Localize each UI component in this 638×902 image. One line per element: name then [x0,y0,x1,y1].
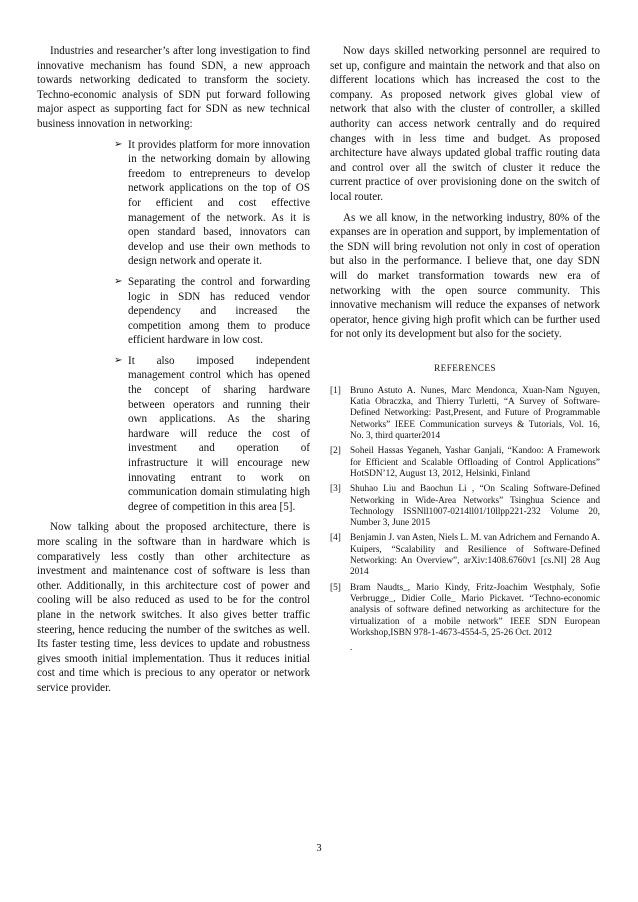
bullet-list [37,138,310,515]
reference-text: Bruno Astuto A. Nunes, Marc Mendonca, Xuan-Nam Nguyen, Katia Obraczka, and Thierry Turletti, “A Survey of Software-Defined Networking: Past,Present, and Future of Programmable Networks” IEEE Communication surveys & Tutorials, Vol. 16, No. 3, third quarter2014 [350,385,600,442]
reference-number: [2] [330,446,341,457]
reference-item [330,484,600,529]
reference-item [330,533,600,578]
industry-paragraph: As we all know, in the networking industry, 80% of the expanses are in operation and support, by implementation of the SDN will bring revolution not only in cost of operation but also in the performance. I believe that, one day SDN will do market transformation towards new era of networking with the open source community. This innovative mechanism will reduce the expanses of network operator, hence giving high profit which can be further used for not only its development but also for the society. [330,211,600,341]
reference-text: Soheil Hassas Yeganeh, Yashar Ganjali, “Kandoo: A Framework for Efficient and Scalable Offloading of Control Applications” HotSDN’12, August 13, 2012, Helsinki, Finland [350,446,600,479]
right-column [330,44,600,654]
left-column [37,44,310,702]
architecture-paragraph: Now talking about the proposed architecture, there is more scaling in the software than in hardware which is comparatively less costly than other architecture as investment and maintenance cost of software is less than other. Additionally, in this architecture cost of power and cooling will be also reduced as used to be for the control plane in the network switches. It also gives better traffic steering, hence reducing the number of the switches as well. Its faster testing time, less devices to update and robustness gives smooth initial implementation. Thus it reduces initial cost and time which is precious to any operator or network service provider. [37,521,310,694]
reference-trailing-mark: . [350,643,353,654]
arrow-bullet-icon: ➢ [114,275,123,287]
bullet-text: It provides platform for more innovation in the networking domain by allowing freedom to entrepreneurs to develop network applications on the top of OS for efficient and cost effective management of the network. As it is open standard based, innovators can develop and use their own methods to design network and operate it. [128,138,310,268]
reference-item [330,583,600,639]
arrow-bullet-icon: ➢ [114,354,123,366]
bullet-item [37,275,310,348]
bullet-text: It also imposed independent management control which has opened the concept of sharing hardware between operators and running their own applications. As the sharing hardware will reduce the cost of investment and operation of infrastructure it will encourage new innovating entrant to work on communication domain stimulating high degree of competition in this area [5]. [128,354,310,513]
page-number: 3 [316,843,322,854]
reference-text: Shuhao Liu and Baochun Li , “On Scaling Software-Defined Networking in Wide-Area Networks” Tsinghua Science and Technology ISSNll1007-0214ll01/10llpp221-232 Volume 20, Number 3, June 2015 [350,484,600,529]
reference-number: [1] [330,385,341,396]
bullet-item [37,138,310,269]
reference-item [330,446,600,480]
reference-text: Bram Naudts_, Mario Kindy, Fritz-Joachim Westphaly, Sofie Verbrugge_, Didier Colle_ Mario Pickavet. “Techno-economic analysis of software defined networking as architecture for the virtualization of a mobile network” IEEE SDN European Workshop,ISBN 978-1-4673-4554-5, 25-26 Oct. 2012 [350,582,600,638]
references-heading: REFERENCES [434,362,496,373]
bullet-text: Separating the control and forwarding logic in SDN has reduced vendor dependency and increased the competition among them to produce efficient hardware in low cost. [128,275,310,347]
intro-paragraph: Industries and researcher’s after long investigation to find innovative mechanism has found SDN, a new approach towards networking dedicated to transform the society. Techno-economic analysis of SDN put forward following major aspect as supporting fact for SDN as new technical business innovation in networking: [37,45,310,130]
reference-text: Benjamin J. van Asten, Niels L. M. van Adrichem and Fernando A. Kuipers, “Scalability and Resilience of Software-Defined Networking: An Overview”, arXiv:1408.6760v1 [cs.NI] 28 Aug 2014 [350,533,600,578]
reference-number: [5] [330,582,341,593]
personnel-paragraph: Now days skilled networking personnel are required to set up, configure and maintain the network and that also on different locations which has increased the cost to the company. As proposed network gives global view of network that also with the cluster of controller, a skilled authority can access network centrally and do required changes with in less time and budget. As proposed architecture have always updated global traffic routing data and control over all the switch of cluster it reduce the current practice of over provisioning done on the switch of local router. [330,45,600,203]
arrow-bullet-icon: ➢ [114,138,123,150]
reference-list [330,386,600,639]
bullet-item [37,354,310,515]
reference-number: [4] [330,533,341,544]
reference-item [330,386,600,442]
reference-number: [3] [330,484,341,495]
